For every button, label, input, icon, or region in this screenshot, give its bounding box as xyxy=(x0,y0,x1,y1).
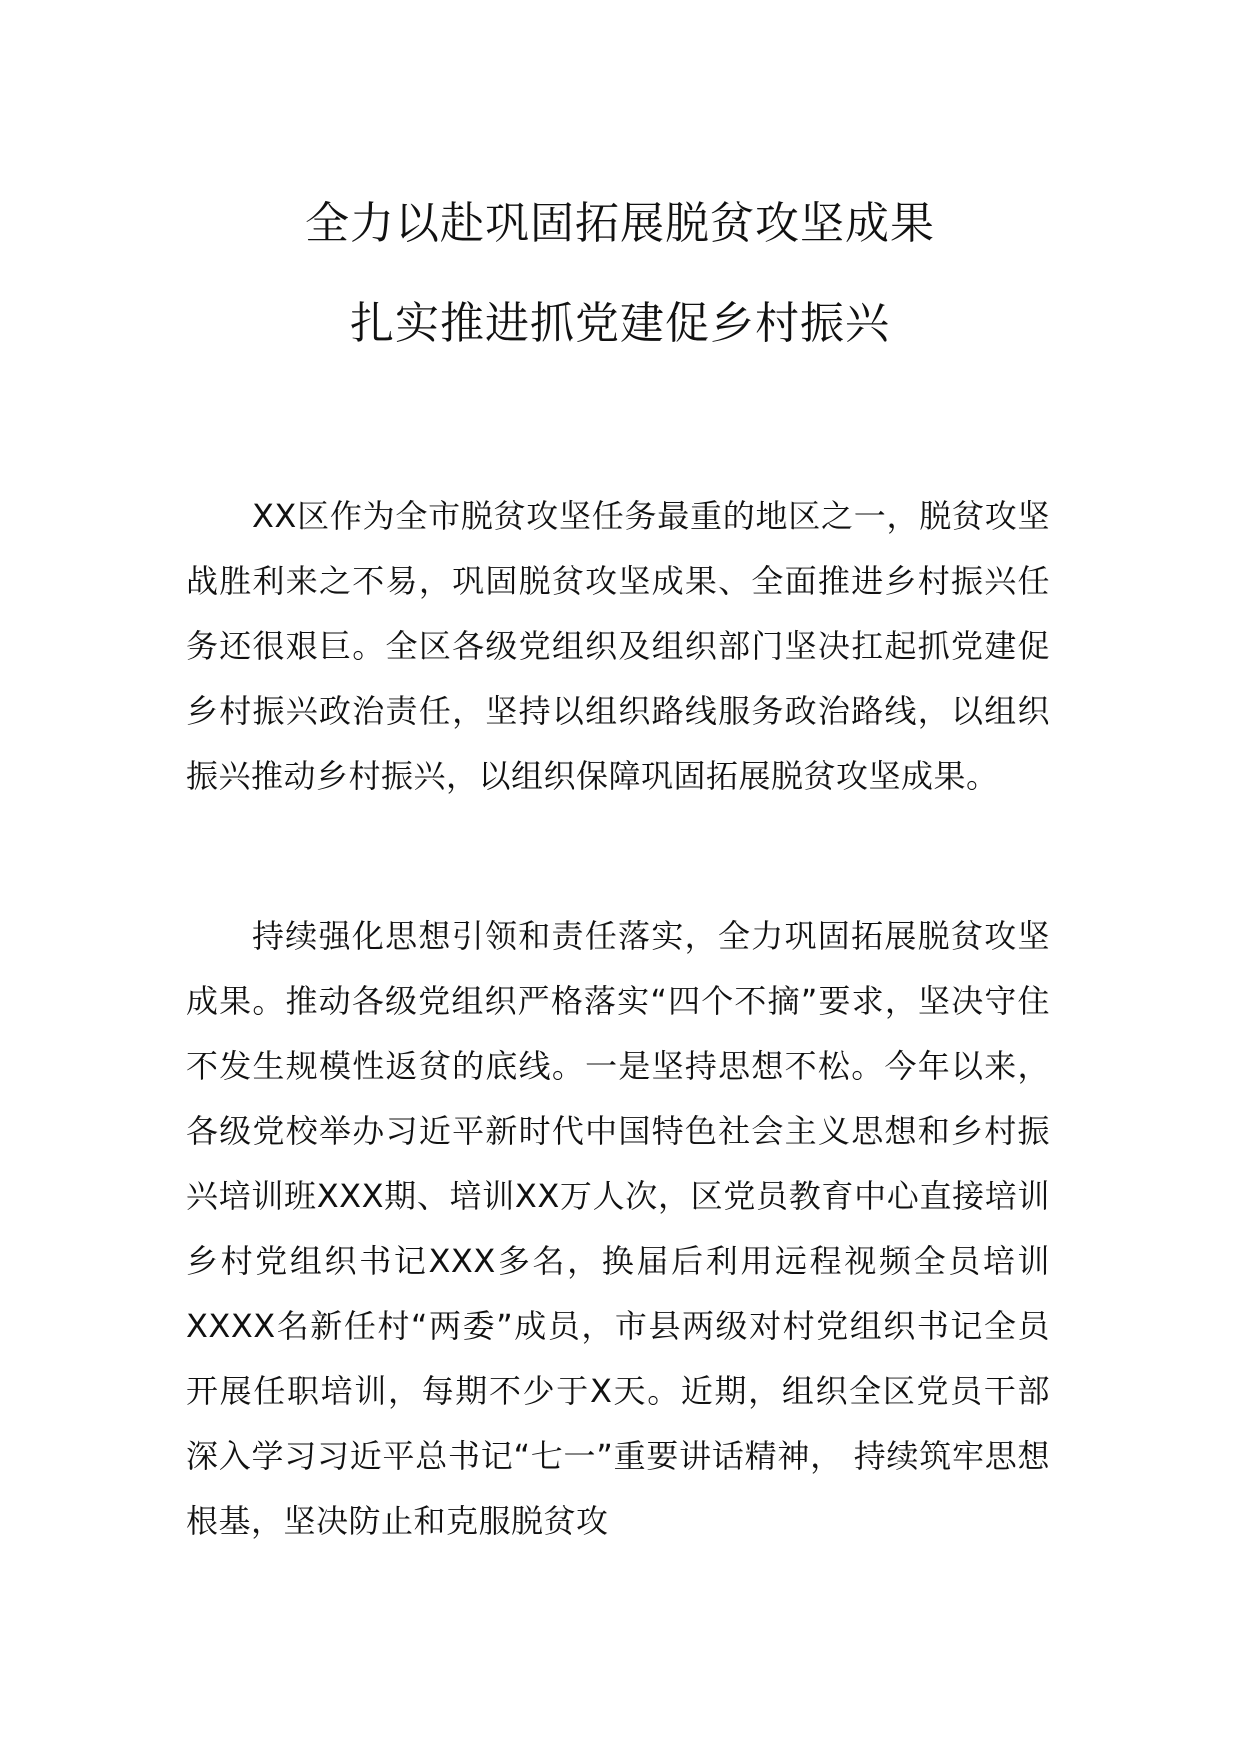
document-title-line-2: 扎实推进抓党建促乡村振兴 xyxy=(350,298,890,349)
body-paragraph-2: 持续强化思想引领和责任落实，全力巩固拓展脱贫攻坚成果。推动各级党组织严格落实“四个不摘”要求，坚决守住不发生规模性返贫的底线。一是坚持思想不松。今年以来，各级党校举办习近平新时代中国特色社会主义思想和乡村振兴培训班XXX期、培训XX万人次，区党员教育中心直接培训乡村党组织书记XXX多名，换届后利用远程视频全员培训XXXX名新任村“两委”成员，市县两级对村党组织书记全员开展任职培训，每期不少于X天。近期，组织全区党员干部深入学习习近平总书记“七一”重要讲话精神， 持续筑牢思想根基，坚决防止和克服脱贫攻 xyxy=(186,917,1050,1540)
document-title-line-1: 全力以赴巩固拓展脱贫攻坚成果 xyxy=(305,198,935,249)
body-paragraph-1: XX区作为全市脱贫攻坚任务最重的地区之一，脱贫攻坚战胜利来之不易，巩固脱贫攻坚成果、全面推进乡村振兴任务还很艰巨。全区各级党组织及组织部门坚决扛起抓党建促乡村振兴政治责任，坚持以组织路线服务政治路线，以组织振兴推动乡村振兴，以组织保障巩固拓展脱贫攻坚成果。 xyxy=(186,497,1050,795)
